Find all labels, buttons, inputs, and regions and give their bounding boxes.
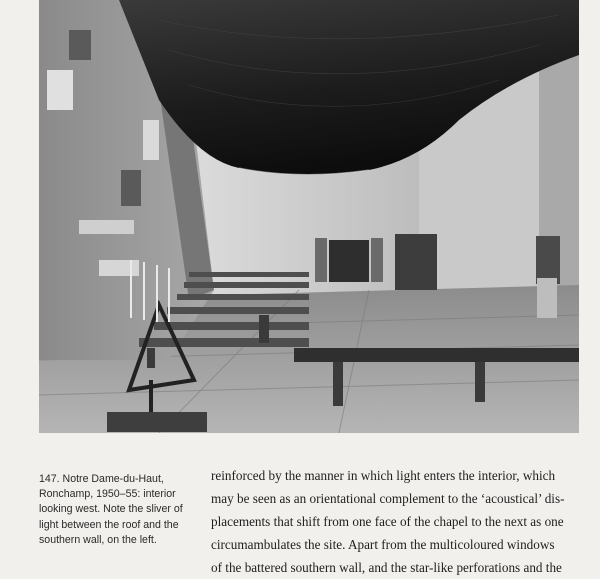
caption-line: 147. Notre Dame-du-Haut, [39, 473, 164, 485]
caption-line: Ronchamp, 1950–55: interior [39, 488, 176, 501]
caption-line: looking west. Note the sliver of [39, 503, 183, 516]
body-paragraph [211, 464, 583, 579]
caption-line: southern wall, on the left. [39, 533, 157, 546]
figure-caption [39, 472, 189, 548]
body-line: circumambulates the site. Apart from the multicoloured windows [211, 537, 555, 552]
body-line: placements that shift from one face of the chapel to the next as one [211, 514, 564, 529]
chapel-interior-photo [39, 0, 579, 433]
body-line: of the battered southern wall, and the star-like perforations and the [211, 560, 562, 575]
body-line: may be seen as an orientational complement to the ‘acoustical’ dis- [211, 491, 565, 506]
caption-line: light between the roof and the [39, 518, 179, 531]
body-line: reinforced by the manner in which light enters the interior, which [211, 468, 556, 483]
